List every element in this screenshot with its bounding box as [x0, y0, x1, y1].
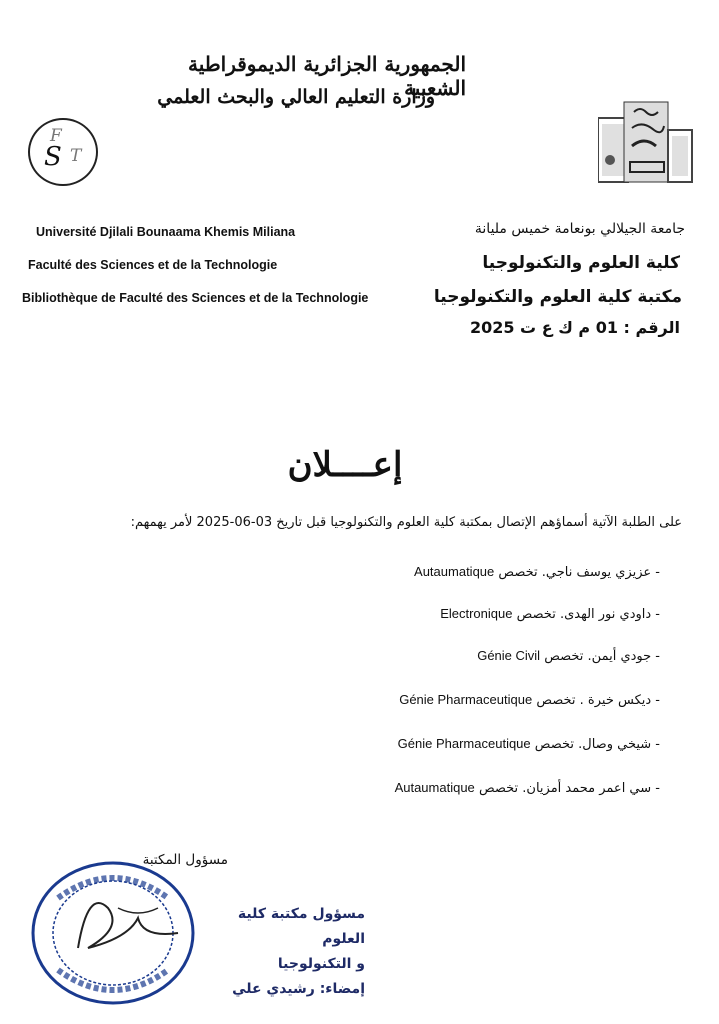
library-manager-label: مسؤول المكتبة [142, 852, 228, 868]
student-specialty: Autaumatique [414, 564, 495, 579]
student-item [340, 564, 660, 580]
stamp-line-2: و التكنولوجيا [277, 956, 365, 972]
student-name: - داودي نور الهدى. تخصص [516, 607, 660, 622]
republic-header: الجمهورية الجزائرية الديموقراطية الشعبية [187, 52, 466, 100]
faculty-logo: F S T [28, 118, 98, 186]
student-item [340, 780, 660, 796]
student-specialty: Autaumatique [394, 780, 475, 795]
student-name: - جودي أيمن. تخصص [544, 649, 660, 664]
student-item [340, 648, 660, 664]
student-name: - شيخي وصال. تخصص [534, 737, 660, 752]
student-specialty: Génie Pharmaceutique [399, 692, 533, 707]
student-item [340, 606, 660, 622]
student-name: - ديكس خيرة . تخصص [536, 693, 660, 708]
official-stamp [28, 858, 198, 1008]
announcement-title: إعــــلان [287, 445, 403, 485]
university-name-fr: Université Djilali Bounaama Khemis Miliana [36, 225, 296, 239]
student-item [340, 692, 660, 708]
university-logo [598, 100, 694, 184]
student-item [340, 736, 660, 752]
ministry-header: وزارة التعليم العالي والبحث العلمي [157, 86, 435, 108]
signature-block [200, 902, 365, 1002]
student-name: - عزيزي يوسف ناجي. تخصص [498, 565, 660, 580]
university-name-ar: جامعة الجيلالي بونعامة خميس مليانة [474, 221, 685, 237]
faculty-name-ar: كلية العلوم والتكنولوجيا [482, 253, 680, 273]
student-specialty: Génie Pharmaceutique [397, 736, 531, 751]
stamp-line-1: مسؤول مكتبة كلية العلوم [237, 906, 365, 947]
library-name-fr: Bibliothèque de Faculté des Sciences et de la Technologie [22, 291, 369, 305]
reference-number: الرقم : 01 م ك ع ت 2025 [469, 318, 680, 337]
student-specialty: Electronique [440, 606, 513, 621]
library-name-ar: مكتبة كلية العلوم والتكنولوجيا [433, 287, 682, 307]
faculty-name-fr: Faculté des Sciences et de la Technologie [28, 258, 278, 272]
stamp-line-3: إمضاء: رشيدي علي [232, 981, 365, 997]
student-specialty: Génie Civil [477, 648, 541, 663]
intro-text: على الطلبة الآتية أسماؤهم الإتصال بمكتبة كلية العلوم والتكنولوجيا قبل تاريخ 03-06-2025 لأمر يهمهم: [130, 515, 682, 530]
student-name: - سي اعمر محمد أمزيان. تخصص [478, 781, 660, 796]
